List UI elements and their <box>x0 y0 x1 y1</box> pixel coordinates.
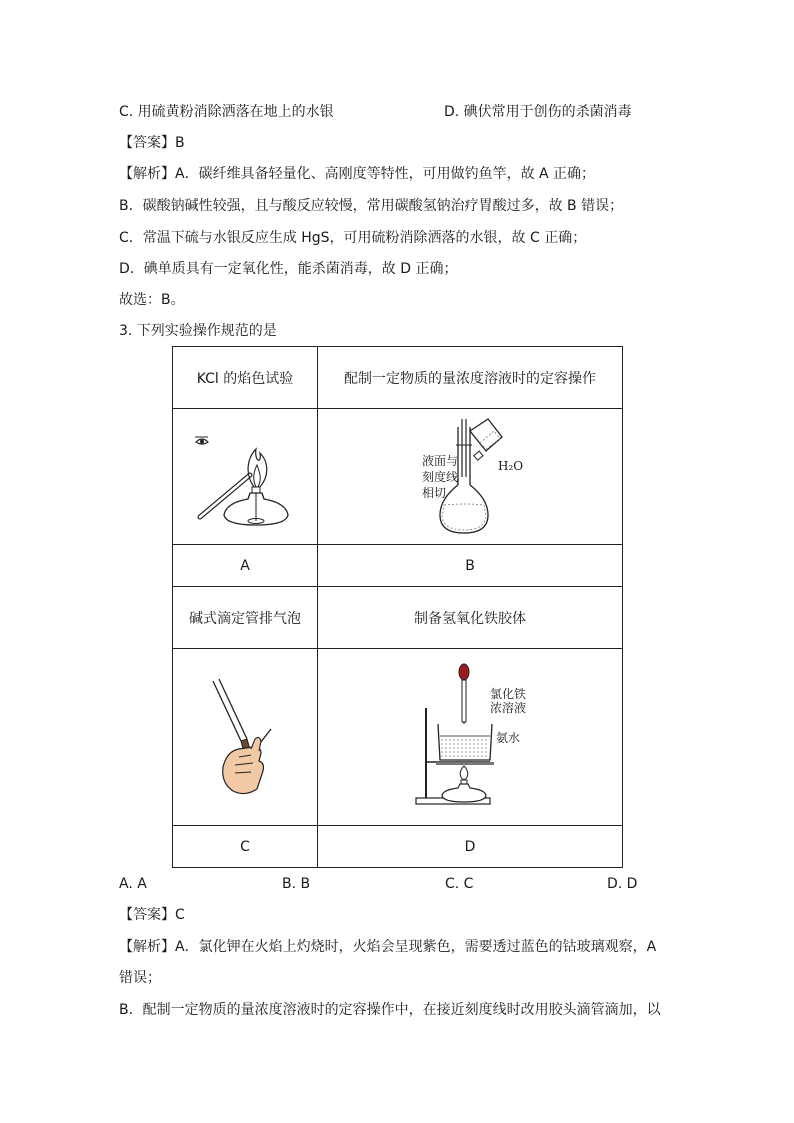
burette-figure <box>173 649 318 826</box>
analysis-conclusion: 故选：B。 <box>119 292 185 308</box>
analysis3-b1: B．配制一定物质的量浓度溶液时的定容操作中，在接近刻度线时改用胶头滴管滴加，以 <box>119 1002 661 1018</box>
colloid-label-1: 氯化铁 <box>490 687 527 701</box>
analysis-b: B．碳酸钠碱性较强，且与酸反应较慢，常用碳酸氢钠治疗胃酸过多，故 B 错误； <box>119 198 624 214</box>
analysis-d: D．碘单质具有一定氧化性，能杀菌消毒，故 D 正确； <box>119 261 458 277</box>
colloid-figure <box>318 649 623 826</box>
answer-label-3: 【答案】C <box>119 907 185 923</box>
cell-c-letter: C <box>173 826 318 868</box>
option-c: C. 用硫黄粉消除洒落在地上的水银 <box>119 104 334 120</box>
analysis-a: 【解析】A．碳纤维具备轻量化、高刚度等特性，可用做钓鱼竿，故 A 正确； <box>119 166 596 182</box>
flame-test-figure <box>173 409 318 545</box>
choice-c: C. C <box>445 876 474 892</box>
question-3: 3. 下列实验操作规范的是 <box>119 323 277 339</box>
colloid-label-3: 氨水 <box>496 731 521 745</box>
answer-label: 【答案】B <box>119 135 185 151</box>
water-label: H₂O <box>498 459 524 473</box>
cell-c-title: 碱式滴定管排气泡 <box>173 587 318 649</box>
volumetric-flask-figure <box>318 409 623 545</box>
analysis-c: C．常温下硫与水银反应生成 HgS，可用硫粉消除洒落的水银，故 C 正确； <box>119 230 587 246</box>
flask-label-2: 刻度线 <box>422 470 459 484</box>
choice-d: D. D <box>607 876 638 892</box>
cell-b-letter: B <box>318 545 623 587</box>
flask-label-3: 相切 <box>422 486 447 500</box>
cell-a-title: KCl 的焰色试验 <box>173 347 318 409</box>
cell-d-title: 制备氢氧化铁胶体 <box>318 587 623 649</box>
volumetric-flask-illustration <box>400 417 540 537</box>
colloid-label-2: 浓溶液 <box>490 701 527 715</box>
flask-label-1: 液面与 <box>422 454 459 468</box>
choice-b: B. B <box>282 876 311 892</box>
flame-test-illustration <box>190 427 300 527</box>
option-d: D. 碘伏常用于创伤的杀菌消毒 <box>444 104 632 120</box>
cell-a-letter: A <box>173 545 318 587</box>
burette-hand-illustration <box>205 677 285 797</box>
analysis3-a1: 【解析】A．氯化钾在火焰上灼烧时，火焰会呈现紫色，需要透过蓝色的钴玻璃观察，A <box>119 939 657 955</box>
analysis3-a2: 错误； <box>119 970 161 986</box>
cell-d-letter: D <box>318 826 623 868</box>
choice-a: A. A <box>119 876 147 892</box>
cell-b-title: 配制一定物质的量浓度溶液时的定容操作 <box>318 347 623 409</box>
experiment-table <box>172 346 623 868</box>
